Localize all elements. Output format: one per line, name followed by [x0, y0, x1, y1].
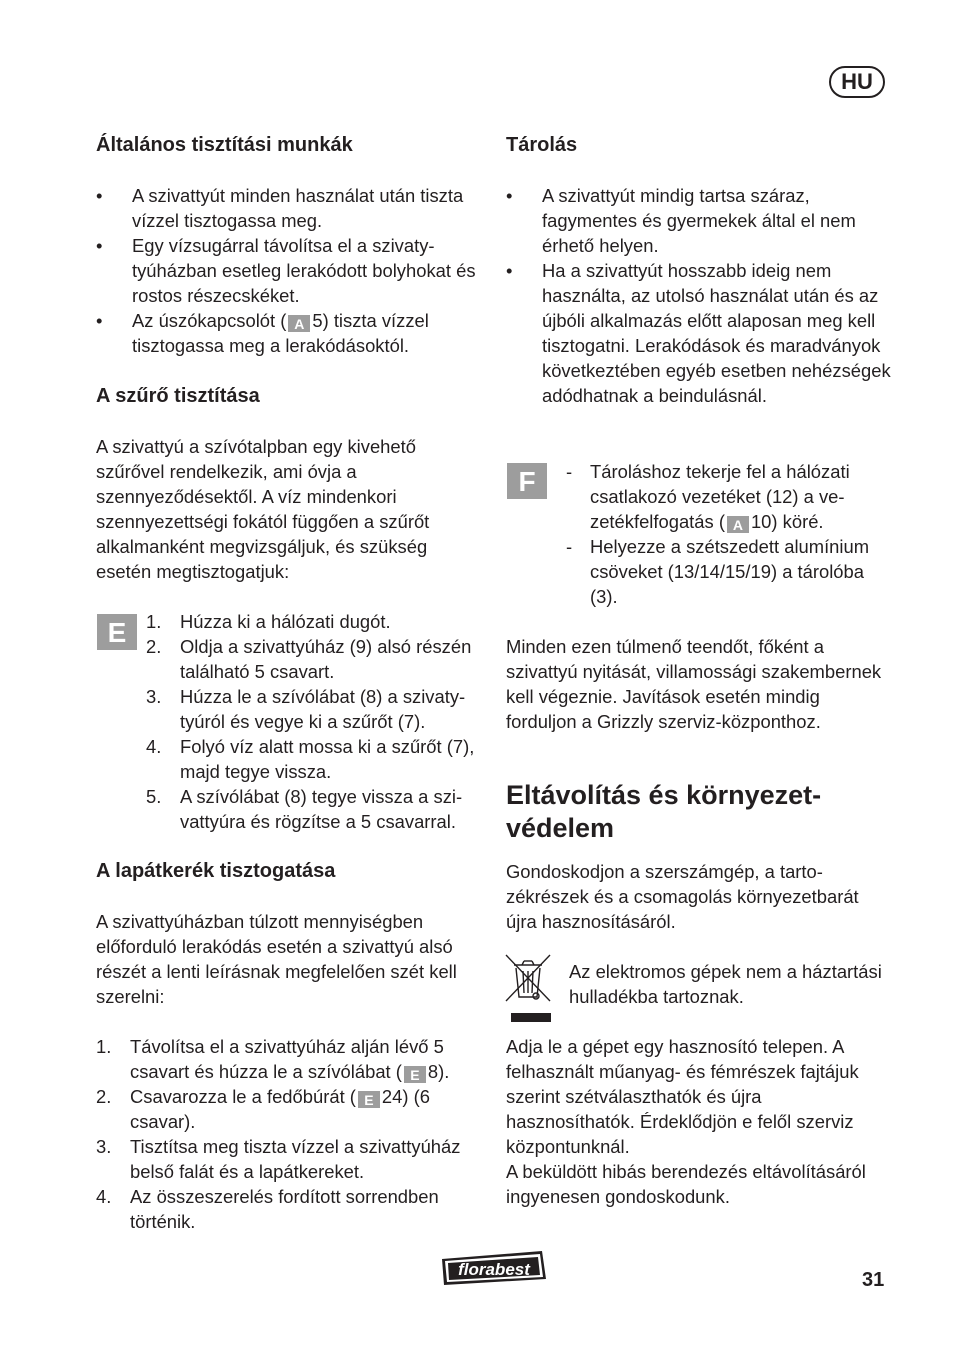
list-item: • Ha a szivattyút hosszabb ideig nem használta, az utolsó használat után és az újbóli alkalmazás előtt alaposan meg kell tisztogatni. Lerakódások és maradványok következtében egyéb esetben nehézségek adódhatnak a beindulásnál. [506, 258, 891, 408]
florabest-logo [438, 1249, 550, 1287]
list-item: - Tároláshoz tekerje fel a hálózati csatlakozó vezetéket (12) a vezetékfelfogatás ( A 10) köré. [564, 459, 886, 534]
figure-ref-e: E [97, 614, 137, 650]
list-item: 1. Húzza ki a hálózati dugót. [146, 611, 391, 632]
figure-ref-e: E [358, 1091, 380, 1108]
list-item: • Egy vízsugárral távolítsa el a szivatytyúházban esetleg lerakódott bolyhokat és rostos részecskéket. [96, 233, 481, 308]
section-title-filter-cleaning: A szűrő tisztítása [96, 385, 260, 407]
figure-ref-f: F [507, 463, 547, 499]
brand-name: florabest [458, 1260, 530, 1279]
list-item: 3. Húzza le a szívólábat (8) a szivatytyúról és vegye ki a szűrőt (7). [146, 686, 466, 732]
section-title-impeller-cleaning: A lapátkerék tisztogatása [96, 860, 336, 882]
figure-ref-a: A [727, 516, 749, 533]
recycling-text [506, 1034, 891, 1209]
page-number: 31 [862, 1269, 885, 1291]
language-badge: HU [829, 66, 885, 98]
disposal-paragraph: Gondoskodjon a szerszámgép, a tartozékrészek és a csomagolás környezetbarát újra hasznosításáról. [506, 861, 859, 932]
list-item: 4. Folyó víz alatt mossa ki a szűrőt (7), majd tegye vissza. [146, 736, 475, 782]
list-item: - Helyezze a szétszedett alumínium csöveket (13/14/15/19) a tárolóba (3). [564, 534, 886, 609]
list-item: 4. Az összeszerelés fordított sorrendben történik. [96, 1186, 439, 1232]
list-item: 5. A szívólábat (8) tegye vissza a szivattyúra és rögzítse a 5 csavarral. [146, 786, 463, 832]
section-title-storage: Tárolás [506, 134, 578, 156]
list-item: 2. Csavarozza le a fedőbúrát ( E 24) (6 csavar). [96, 1086, 430, 1132]
weee-notice: Az elektromos gépek nem a háztartási hulladékba tartoznak. [569, 961, 882, 1007]
figure-ref-a: A [288, 315, 310, 332]
service-paragraph: Minden ezen túlmenő teendőt, főként a szivattyú nyitását, villamossági szakembernek kell végeznie. Javítások esetén mindig forduljon a Grizzly szerviz-központhoz. [506, 636, 882, 732]
weee-crossed-bin-icon [502, 951, 554, 1023]
storage-list [506, 183, 891, 408]
filter-intro-paragraph: A szivattyú a szívótalpban egy kivehető szűrővel rendelkezik, ami óvja a szennyeződésektől. A víz mindenkori szennyezettségi fokától függően a szűrőt alkalmanként megvizsgáljuk, és szükség esetén megtisztogatjuk: [96, 436, 430, 582]
list-item: • Az úszókapcsolót ( A 5) tiszta vízzel tisztogassa meg a lerakódásoktól. [96, 308, 481, 358]
list-item: 2. Oldja a szivattyúház (9) alsó részén található 5 csavart. [146, 636, 472, 682]
general-cleaning-list [96, 183, 481, 358]
free-disposal-paragraph: A beküldött hibás berendezés eltávolításáról ingyenesen gondoskodunk. [506, 1161, 866, 1207]
storage-steps [564, 459, 886, 609]
section-title-general-cleaning: Általános tisztítási munkák [96, 134, 353, 156]
list-item: 3. Tisztítsa meg tiszta vízzel a szivattyúház belső falát és a lapátkereket. [96, 1136, 461, 1182]
figure-ref-e: E [404, 1066, 426, 1083]
list-item: • A szivattyút mindig tartsa száraz, fagymentes és gyermekek által el nem érhető helyen. [506, 183, 891, 258]
list-item: 1. Távolítsa el a szivattyúház alján lévő 5 csavart és húzza le a szívólábat ( E 8). [96, 1036, 450, 1083]
list-item: • A szivattyút minden használat után tiszta vízzel tisztogassa meg. [96, 183, 481, 233]
impeller-steps [96, 1034, 481, 1234]
impeller-intro-paragraph: A szivattyúházban túlzott mennyiségben előforduló lerakódás esetén a szivattyú alsó részét a lenti leírásnak megfelelően szét kell szerelni: [96, 911, 457, 1007]
recycling-paragraph: Adja le a gépet egy hasznosító telepen. A felhasznált műanyag- és fémrészek fajtájuk szerint szétválaszthatók és újra hasznosíthatók. Érdeklődjön e felől szerviz központunknál. [506, 1036, 859, 1157]
filter-steps [146, 609, 482, 834]
section-title-disposal: Eltávolítás és környezetvédelem [506, 780, 822, 843]
